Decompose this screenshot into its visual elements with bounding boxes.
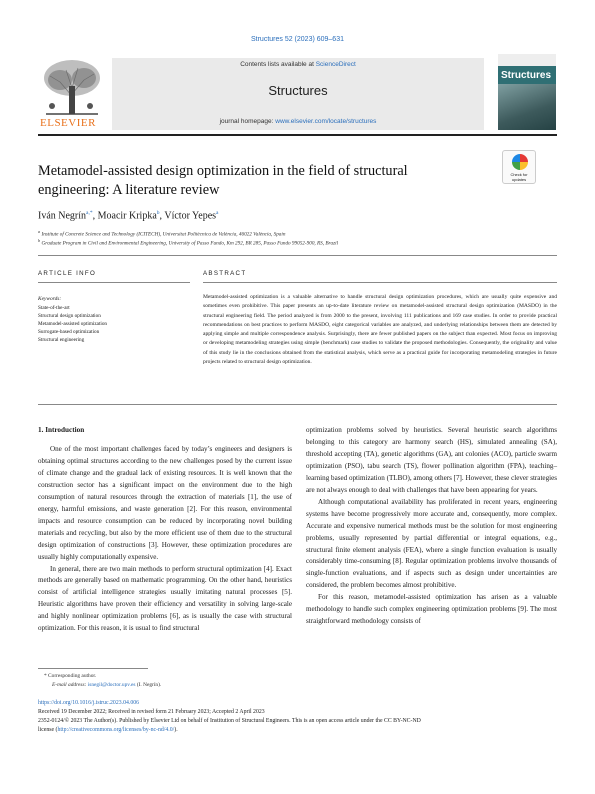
cover-title: Structures — [501, 70, 552, 81]
paragraph: For this reason, metamodel-assisted optimization has arisen as a valuable methodology to handle such complex engineering optimization problems [9]. The most straightforward methodology consists of — [306, 593, 557, 626]
email-link[interactable]: isnegil@doctor.upv.es — [87, 682, 136, 688]
sciencedirect-link[interactable]: ScienceDirect — [315, 61, 356, 68]
email-note: E-mail address: isnegil@doctor.upv.es (I. Negrín). — [52, 682, 162, 688]
corresponding-author-note: * Corresponding author. — [44, 673, 97, 679]
paragraph: In general, there are two main methods to perform structural optimization [4]. Exact methods are generally based on mathematic programming. On the other hand, heuristics consist of artificial intelligence strategies usually imitating natural processes [5]. Heuristic algorithms have proven their efficiency and versatility in solving large-scale and highly nonlinear optimization problems [6], as is usually the case with structural optimization. For this reason, it is usual to find structural — [38, 564, 292, 633]
crossmark-icon — [512, 154, 528, 170]
publisher-logo: ELSEVIER — [40, 117, 96, 129]
affiliation: $^b$ Graduate Program in Civil and Environmental Engineering, University of Passo Fundo, Km 292, BR 285, Passo Fundo 99052-900, RS, Brazil — [38, 238, 339, 247]
copyright-line: 2352-0124/© 2023 The Author(s). Published by Elsevier Ltd on behalf of Institution of Structural Engineers. This is an open access article under the CC BY-NC-ND — [38, 718, 421, 724]
paragraph: optimization problems solved by heuristics. Several heuristic search algorithms belonging to this category are harmony search (HS), simulated annealing (SA), threshold accepting (TA), genetic algorithms (GA), ant colonies (ACO), particle swarm optimization (PSO), tabu search (TS), flower pollination algorithm (FPA), teaching–learning based optimization (TLBO), among others [7]. However, these clever strategies are not always enough to deal with challenges that have been appearing for years. — [306, 426, 557, 494]
crossmark-label: Check for updates — [510, 172, 528, 182]
author-affiliation-marker[interactable]: a,* — [86, 210, 93, 216]
received-dates: Received 19 December 2022; Received in revised form 21 February 2023; Accepted 2 April 2023 — [38, 709, 265, 715]
journal-header — [112, 58, 484, 130]
homepage-line — [112, 118, 484, 125]
cover-band — [498, 54, 556, 66]
paragraph: One of the most important challenges faced by today’s engineers and designers is obtaining optimal structures according to the new challenges posed by the current issue of climate change and the gradual lack of existing resources. It is well known that the construction sector has a significant impact on the environment due to the high consumption of natural resources through the extraction of materials [1], the use of energy, harmful emissions, and waste generation [2]. For this reason, environmental impacts and resource consumption can be reduced by incorporating novel building materials and recycling, but also by the more efficient use of them due to the structural design optimization of constructions [3]. However, these optimization procedures are usually highly computationally expensive. — [38, 445, 292, 561]
journal-name: Structures — [268, 83, 328, 98]
abstract-label: ABSTRACT — [203, 270, 247, 277]
keyword: Structural design optimization — [38, 313, 101, 319]
author-affiliation-marker[interactable]: a — [216, 210, 219, 216]
section-heading: 1. Introduction — [38, 426, 85, 434]
author-name[interactable]: Moacir Kripka — [97, 210, 157, 222]
keyword: Structural engineering — [38, 337, 85, 343]
homepage-prefix: journal homepage: — [219, 118, 276, 125]
article-title: Metamodel-assisted design optimization in the field of structural engineering: A literature review — [38, 163, 408, 198]
divider — [38, 404, 557, 405]
left-column — [38, 444, 292, 635]
license-line: license (http://creativecommons.org/licenses/by-nc-nd/4.0/). — [38, 727, 178, 733]
footnote-rule — [38, 668, 148, 669]
keyword: Surrogate-based optimization — [38, 329, 100, 335]
divider — [38, 255, 557, 256]
check-for-updates-badge[interactable] — [502, 150, 536, 184]
journal-reference[interactable]: Structures 52 (2023) 609–631 — [250, 36, 344, 43]
right-column — [306, 425, 557, 628]
author-list: Iván Negrín$^{a,*}$, Moacir Kripka$^b$, Víctor Yepes$^a$ — [38, 210, 219, 222]
license-link[interactable]: http://creativecommons.org/licenses/by-nc-nd/4.0/ — [57, 727, 175, 733]
paragraph: Although computational availability has proliferated in recent years, engineering systems have become progressively more accurate and, consequently, more complex. Accurate and expensive numerical methods must be the solution for most engineering problems, usually represented by partial differential or integral equations, e.g., structural finite element analysis (FEA), where a single function evaluation is usually considerably time-consuming [8]. Regular optimization problems involve thousands of single-function evaluations, and if aspects such as design under uncertainties are considered, the problem becomes almost prohibitive. — [306, 497, 557, 590]
divider — [38, 282, 190, 283]
journal-cover[interactable] — [498, 54, 556, 130]
affiliation: $^a$ Institute of Concrete Science and Technology (ICITECH), Universitat Politècnica de València, 46022 València, Spain — [38, 229, 286, 238]
keywords-heading: Keywords: — [38, 296, 62, 302]
author-name[interactable]: Iván Negrín — [38, 210, 87, 222]
contents-line — [112, 61, 484, 68]
homepage-link[interactable]: www.elsevier.com/locate/structures — [275, 118, 377, 125]
keyword: State-of-the-art — [38, 305, 70, 311]
author-name[interactable]: Víctor Yepes — [164, 210, 217, 222]
keyword: Metamodel-assisted optimization — [38, 321, 108, 327]
header-rule — [38, 134, 557, 136]
doi-link[interactable]: https://doi.org/10.1016/j.istruc.2023.04.006 — [38, 700, 140, 706]
article-info-label: ARTICLE INFO — [38, 270, 97, 277]
abstract-text: Metamodel-assisted optimization is a valuable alternative to handle structural design optimization procedures, which are usually quite expensive and sometimes even prohibitive. This paper presents an up-to-date literature review on metamodel-assisted structural design optimization (MASDO) in the structural engineering field. The period analyzed is from 2000 to the present, involving 111 publications and 169 case studies. In order to provide practical recommendations on best practices to perform MASDO, eight categorical variables are analyzed, and underlying relationships between them are detected by applying simple and multiple correspondence analysis. Surprisingly, there are fewer published papers on the subject than expected. Most focus on improving or developing metamodeling strategies using simple (benchmark) case studies to validate the proposed methodologies. Consequently, the originality and value of this study lie in the conclusions obtained from the statistical analysis, which serve as a practical guide for incorporating metamodeling strategies in future projects related to structural design optimization. — [203, 294, 557, 365]
divider — [203, 282, 557, 283]
author-affiliation-marker[interactable]: b — [156, 210, 160, 216]
contents-prefix: Contents lists available at — [240, 61, 316, 68]
cover-image — [498, 84, 556, 130]
